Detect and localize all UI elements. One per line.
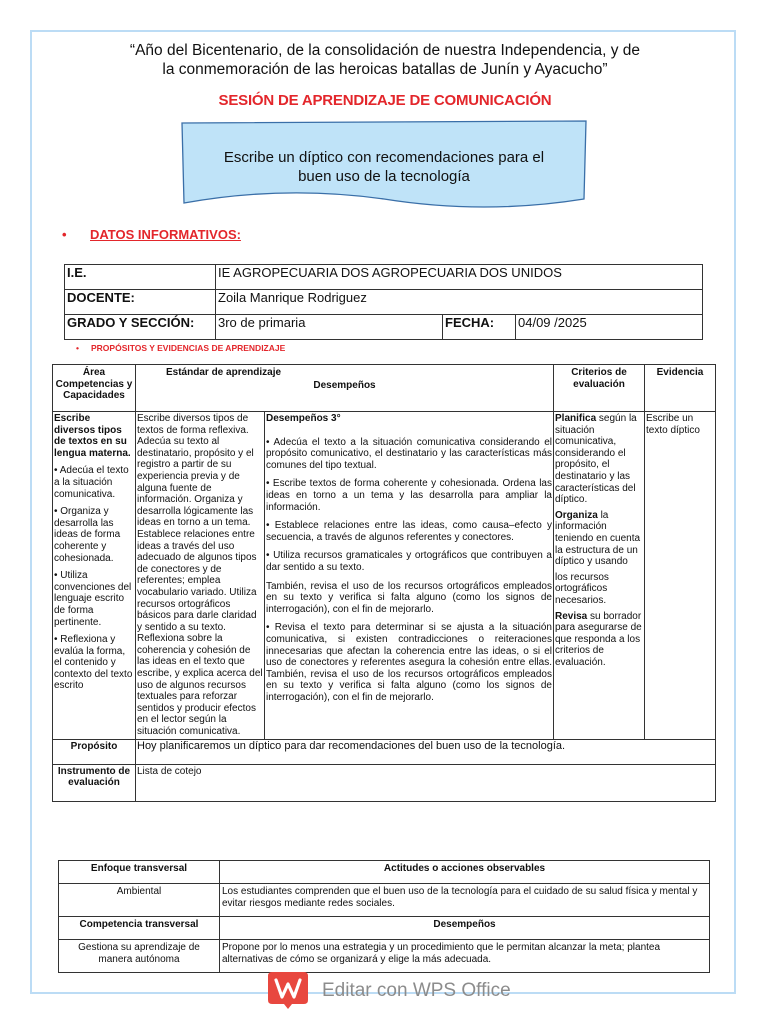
datos-label: DATOS INFORMATIVOS: [90,227,241,242]
table-header-row [53,365,716,412]
table-row [53,739,716,764]
banner-text [200,148,568,186]
header-line-1: “Año del Bicentenario, de la consolidación de nuestra Independencia, y de [129,42,641,59]
header-area: Área Competencias y Capacidades [53,365,136,412]
header-evidencia: Evidencia [645,365,716,412]
actitudes-value: Los estudiantes comprenden que el buen uso de la tecnología para el cuidado de su salud física y mental y evitar riesgos mediante redes sociales. [220,884,710,917]
session-title: SESIÓN DE APRENDIZAJE DE COMUNICACIÓN [218,92,552,109]
competencia-transversal-value: Gestiona su aprendizaje de manera autónoma [59,940,220,973]
ie-label: I.E. [65,265,216,290]
estandar-cell: Escribe diversos tipos de textos de forma reflexiva. Adecúa su texto al destinatario, propósito y el registro a partir de su experiencia previa y de alguna fuente de información. Organiza y desarrolla lógicamente las ideas en torno a un tema. Establece relaciones entre ideas a través del uso adecuado de algunos tipos de conectores y de referentes; emplea vocabulario variado. Utiliza recursos ortográficos básicos para darle claridad y sentido a su texto. Reflexiona sobre la coherencia y cohesión de las ideas en el texto que escribe, y explica acerca del uso de algunos recursos textuales para reforzar sentidos y producir efectos en el lector según la situación comunicativa. [136,412,265,740]
banner-line-1: Escribe un díptico con recomendaciones para el [223,149,545,166]
wps-edit-link[interactable]: Editar con WPS Office [322,980,511,1001]
header-line-2: la conmemoración de las heroicas batallas de Junín y Ayacucho” [162,61,608,78]
wps-logo-icon[interactable] [266,970,310,1010]
propositos-label: PROPÓSITOS Y EVIDENCIAS DE APRENDIZAJE [91,343,286,353]
propositos-heading [76,343,285,353]
criterio-1-keyword: Planifica [555,413,597,424]
instrumento-label: Instrumento de evaluación [53,764,136,801]
desempeno-3: • Establece relaciones entre las ideas, como causa–efecto y secuencia, a través de algunos referentes y conectores. [266,520,552,543]
criterio-1-text: según la situación comunicativa, considerando el propósito, el destinatario y las características del díptico. [555,413,637,506]
criterio-1 [555,413,643,506]
desempeno-1: • Adecúa el texto a la situación comunicativa considerando el propósito comunicativo, el destinatario y las características más comunes del tipo textual. [266,436,552,471]
banner-line-2: buen uso de la tecnología [298,168,470,185]
desempenos-title: Desempeños 3° [266,413,341,424]
competencia-cell [53,412,136,740]
desempenos-transversal-value: Propone por lo menos una estrategia y un procedimiento que le permitan alcanzar la meta; plantea alternativas de cómo se organizará y elige la más adecuada. [220,940,710,973]
criterio-3: los recursos ortográficos necesarios. [555,571,609,606]
wps-logo-shape [266,970,310,1010]
table-row [65,265,703,290]
capacidad-4: • Reflexiona y evalúa la forma, el contenido y contexto del texto escrito [54,634,133,692]
capacidad-2: • Organiza y desarrolla las ideas de forma coherente y cohesionada. [54,506,121,564]
table-header-row [59,917,710,940]
competencia-title: Escribe diversos tipos de textos en su lengua materna. [54,413,131,459]
docente-label: DOCENTE: [65,290,216,315]
learning-table [52,364,716,802]
title-banner [180,119,588,213]
datos-informativos-heading [62,227,241,242]
transversal-table [58,860,710,973]
table-header-row [59,861,710,884]
criterio-4-text: su borrador para asegurarse de que responda a los criterios de evaluación. [555,610,642,668]
table-row [59,940,710,973]
header-desempenos: Desempeños [313,380,376,391]
desempenos-cell [265,412,554,740]
instrumento-value: Lista de cotejo [136,764,716,801]
bullet: • [62,227,67,242]
header-estandar-desempenos [136,365,554,412]
header-actitudes: Actitudes o acciones observables [220,861,710,884]
grado-label: GRADO Y SECCIÓN: [65,315,216,340]
table-row [53,412,716,740]
proposito-value: Hoy planificaremos un díptico para dar recomendaciones del buen uso de la tecnología. [136,739,716,764]
header-estandar: Estándar de aprendizaje [166,367,282,378]
header-quote [60,41,710,79]
header-desempenos-transversal: Desempeños [220,917,710,940]
criterio-2-text: la información teniendo en cuenta la estructura de un díptico y usando [555,509,641,568]
criterio-2 [555,510,643,568]
info-table [64,264,703,340]
header-criterios: Criterios de evaluación [554,365,645,412]
criterios-cell [554,412,645,740]
capacidad-1: • Adecúa el texto a la situación comunicativa. [54,465,129,500]
desempeno-4: • Utiliza recursos gramaticales y ortográficos que contribuyen a dar sentido a su texto. [266,550,552,573]
capacidad-3: • Utiliza convenciones del lenguaje escrito de forma pertinente. [54,570,132,628]
desempeno-5: También, revisa el uso de los recursos ortográficos empleados en su texto y verifica si falta alguno (como los signos de interrogación), con el fin de mejorarlo. [266,580,552,615]
table-row [65,290,703,315]
criterio-2-keyword: Organiza [555,509,598,521]
desempeno-2: • Escribe textos de forma coherente y cohesionada. Ordena las ideas en torno a un tema y las desarrolla para ampliar la información. [266,478,552,513]
table-row [59,884,710,917]
grado-value: 3ro de primaria [216,315,443,340]
criterio-4-keyword: Revisa [555,610,588,622]
desempeno-6: • Revisa el texto para determinar si se ajusta a la situación comunicativa, si existen contradicciones o reiteraciones innecesarias que afectan la coherencia entre las ideas, o si el uso de conectores y referentes asegura la cohesión entre ellas. También, revisa el uso de los recursos ortográficos empleados en su texto y verifica si falta alguno (como los signos de interrogación), con el fin de mejorarlo. [266,622,552,703]
fecha-label: FECHA: [443,315,516,340]
evidencia-cell: Escribe un texto díptico [645,412,716,740]
header-competencia-transversal: Competencia transversal [59,917,220,940]
table-row [53,764,716,801]
enfoque-value: Ambiental [59,884,220,917]
table-row [65,315,703,340]
docente-value: Zoila Manrique Rodriguez [216,290,703,315]
ie-value: IE AGROPECUARIA DOS AGROPECUARIA DOS UNIDOS [216,265,703,290]
header-enfoque: Enfoque transversal [59,861,220,884]
fecha-value: 04/09 /2025 [516,315,703,340]
criterio-4 [555,611,643,669]
proposito-label: Propósito [53,739,136,764]
bullet: • [76,343,79,353]
